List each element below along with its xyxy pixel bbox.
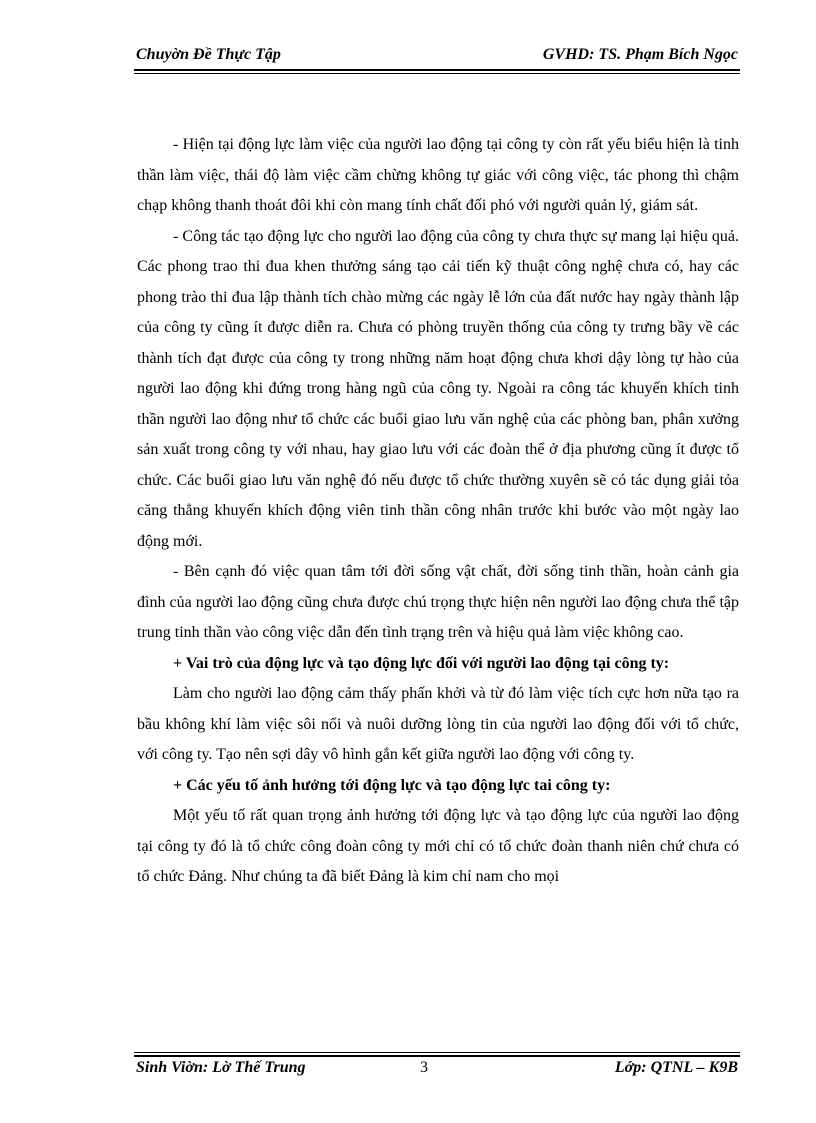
- body-paragraph: - Công tác tạo động lực cho người lao động của công ty chưa thực sự mang lại hiệu quả. Các phong trao thi đua khen thưởng sáng tạo cải tiến kỹ thuật công nghệ chưa có, hay các phong trào thi đua lập thành tích chào mừng các ngày lễ lớn của đất nước hay ngày thành lập của công ty cũng ít được diễn ra. Chưa có phòng truyền thống của công ty trưng bầy về các thành tích đạt được của công ty trong những năm hoạt động chưa khơi dậy lòng tự hào của người lao động khi đứng trong hàng ngũ của công ty. Ngoài ra công tác khuyến khích tinh thần người lao động như tổ chức các buổi giao lưu văn nghệ của các phòng ban, phân xưởng sản xuất trong công ty với nhau, hay giao lưu với các đoàn thể ở địa phương cũng ít được tổ chức. Các buổi giao lưu văn nghệ đó nếu được tổ chức thường xuyên sẽ có tác dụng giải tỏa căng thẳng khuyến khích động viên tinh thần công nhân trước khi bước vào một ngày lao động mới.: [137, 227, 739, 550]
- body-paragraph: - Bên cạnh đó việc quan tâm tới đời sống vật chất, đời sống tinh thần, hoàn cảnh gia đình của người lao động cũng chưa được chú trọng thực hiện nên người lao động chưa thể tập trung tinh thần vào công việc dẫn đến tình trạng trên và hiệu quả làm việc không cao.: [137, 563, 739, 641]
- section-heading-role: + Vai trò của động lực và tạo động lực đối với người lao động tại công ty:: [173, 654, 670, 672]
- footer-rule-thin: [134, 1052, 740, 1053]
- body-paragraph: Một yếu tố rất quan trọng ảnh hưởng tới động lực và tạo động lực của người lao động tại công ty đó là tổ chức công đoàn công ty mới chỉ có tổ chức đoàn thanh niên chứ chưa có tổ chức Đảng. Như chúng ta đã biết Đảng là kim chỉ nam cho mọi: [137, 807, 739, 885]
- footer-student-name: Sinh Viờn: Lờ Thế Trung: [136, 1059, 306, 1076]
- header-rule-thick: [134, 69, 740, 71]
- footer-rule-thick: [134, 1055, 740, 1057]
- page-body: [137, 130, 739, 893]
- section-heading-factors: + Các yếu tố ảnh hưởng tới động lực và tạo động lực tai công ty:: [173, 776, 611, 794]
- page-number: 3: [420, 1059, 428, 1076]
- footer-class: Lớp: QTNL – K9B: [614, 1059, 738, 1076]
- header-course-title: Chuyờn Đề Thực Tập: [136, 46, 281, 63]
- header-supervisor: GVHD: TS. Phạm Bích Ngọc: [542, 46, 738, 63]
- body-paragraph: Làm cho người lao động cảm thấy phấn khởi và từ đó làm việc tích cực hơn nữa tạo ra bầu không khí làm việc sôi nổi và nuôi dưỡng lòng tin của người lao động đối với tổ chức, với công ty. Tạo nên sợi dây vô hình gắn kết giữa người lao động với công ty.: [137, 685, 739, 763]
- page-footer: [134, 1058, 740, 1082]
- page-header: [134, 44, 740, 68]
- header-rule-thin: [134, 73, 740, 74]
- body-paragraph: - Hiện tại động lực làm việc của người lao động tại công ty còn rất yếu biểu hiện là tinh thần làm việc, thái độ làm việc cầm chừng không tự giác với công việc, tác phong thì chậm chạp không thanh thoát đôi khi còn mang tính chất đối phó với người quản lý, giám sát.: [137, 136, 739, 214]
